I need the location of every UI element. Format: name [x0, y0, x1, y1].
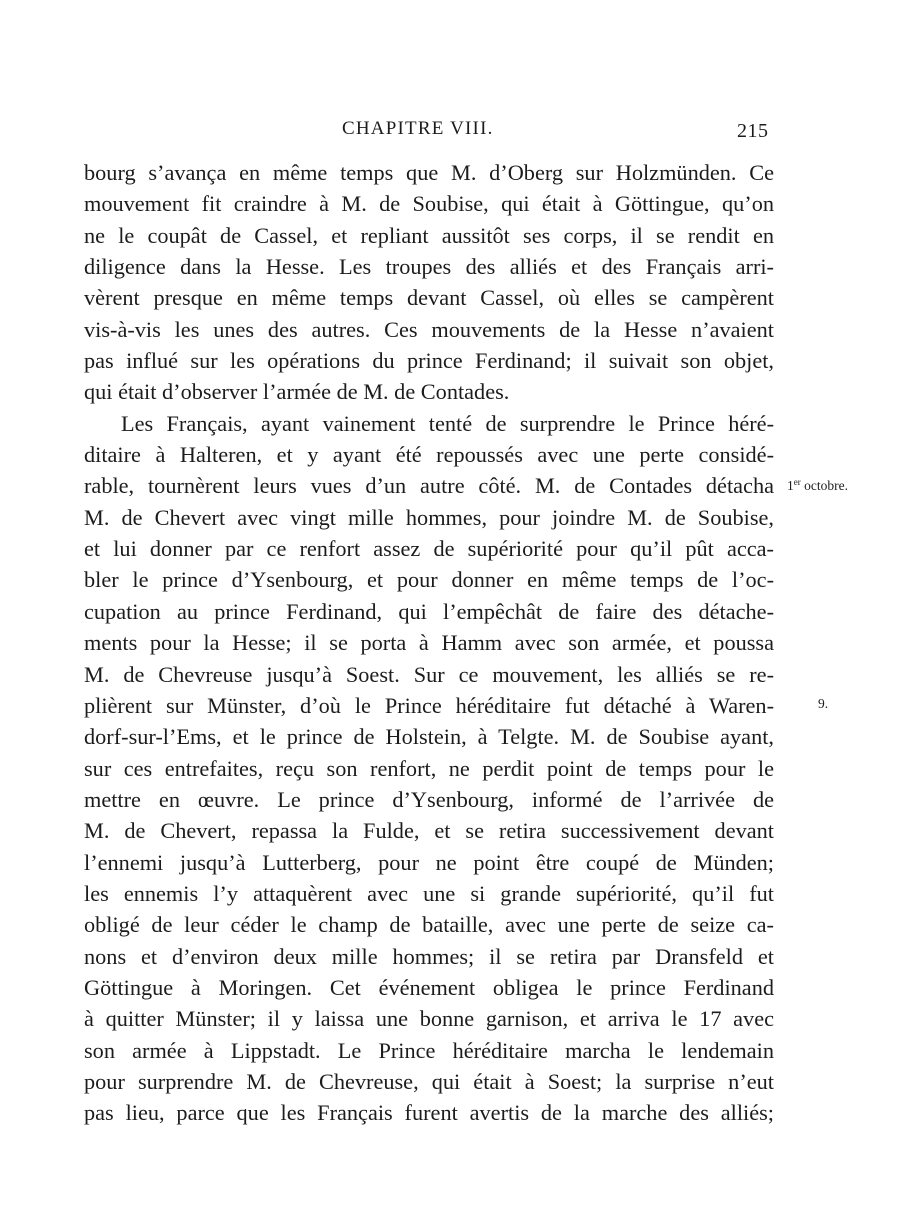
text-line: pour surprendre M. de Chevreuse, qui était à Soest; la surprise n’eut [84, 1068, 774, 1094]
chapter-title: CHAPITRE VIII. [342, 118, 494, 139]
text-line: ne le coupât de Cassel, et repliant aussitôt ses corps, il se rendit en [84, 222, 774, 248]
text-line: dorf-sur-l’Ems, et le prince de Holstein, à Telgte. M. de Soubise ayant, [84, 724, 774, 750]
text-line: vèrent presque en même temps devant Cassel, où elles se campèrent [84, 285, 774, 311]
text-line: ments pour la Hesse; il se porta à Hamm avec son armée, et poussa [84, 630, 774, 656]
text-line: mouvement fit craindre à M. de Soubise, qui était à Göttingue, qu’on [84, 191, 774, 217]
text-line: Göttingue à Moringen. Cet événement obligea le prince Ferdinand [84, 974, 774, 1000]
text-line: à quitter Münster; il y laissa une bonne garnison, et arriva le 17 avec [84, 1006, 774, 1032]
margin-note-month: octobre. [800, 478, 848, 493]
text-line: l’ennemi jusqu’à Lutterberg, pour ne point être coupé de Münden; [84, 849, 774, 875]
text-line: nons et d’environ deux mille hommes; il se retira par Dransfeld et [84, 943, 774, 969]
text-line: et lui donner par ce renfort assez de supériorité pour qu’il pût acca- [84, 536, 774, 562]
text-line: plièrent sur Münster, d’où le Prince héréditaire fut détaché à Waren- [84, 692, 774, 718]
margin-note-date [787, 477, 848, 494]
text-line: pas influé sur les opérations du prince Ferdinand; il suivait son objet, [84, 348, 774, 374]
text-line: M. de Chevert avec vingt mille hommes, pour joindre M. de Soubise, [84, 504, 774, 530]
text-line: son armée à Lippstadt. Le Prince héréditaire marcha le lendemain [84, 1037, 774, 1063]
text-line: bourg s’avança en même temps que M. d’Oberg sur Holzmünden. Ce [84, 160, 774, 185]
text-line: diligence dans la Hesse. Les troupes des alliés et des Français arri- [84, 254, 774, 280]
text-line: M. de Chevreuse jusqu’à Soest. Sur ce mouvement, les alliés se re- [84, 661, 774, 687]
running-head [0, 118, 900, 142]
margin-note-ordinal: er [793, 477, 801, 487]
text-line: cupation au prince Ferdinand, qui l’empêchât de faire des détache- [84, 598, 774, 624]
text-line: ditaire à Halteren, et y ayant été repoussés avec une perte considé- [84, 442, 774, 468]
page-number: 215 [737, 120, 769, 142]
text-line: pas lieu, parce que les Français furent avertis de la marche des alliés; [84, 1100, 774, 1126]
text-line: sur ces entrefaites, reçu son renfort, ne perdit point de temps pour le [84, 755, 774, 781]
margin-note-date: 9. [818, 696, 829, 711]
text-line: obligé de leur céder le champ de bataille, avec une perte de seize ca- [84, 912, 774, 938]
text-line: M. de Chevert, repassa la Fulde, et se retira successivement devant [84, 818, 774, 844]
text-line: vis-à-vis les unes des autres. Ces mouvements de la Hesse n’avaient [84, 316, 774, 342]
text-line: qui était d’observer l’armée de M. de Contades. [84, 379, 510, 405]
text-line: rable, tournèrent leurs vues d’un autre côté. M. de Contades détacha [84, 473, 774, 499]
text-line: mettre en œuvre. Le prince d’Ysenbourg, informé de l’arrivée de [84, 786, 774, 812]
body-text [84, 157, 774, 1129]
text-line: Les Français, ayant vainement tenté de surprendre le Prince héré- [121, 410, 774, 436]
text-line: les ennemis l’y attaquèrent avec une si grande supériorité, qu’il fut [84, 880, 774, 906]
margin-note-day: 1 [787, 478, 794, 493]
text-line: bler le prince d’Ysenbourg, et pour donner en même temps de l’oc- [84, 567, 774, 593]
